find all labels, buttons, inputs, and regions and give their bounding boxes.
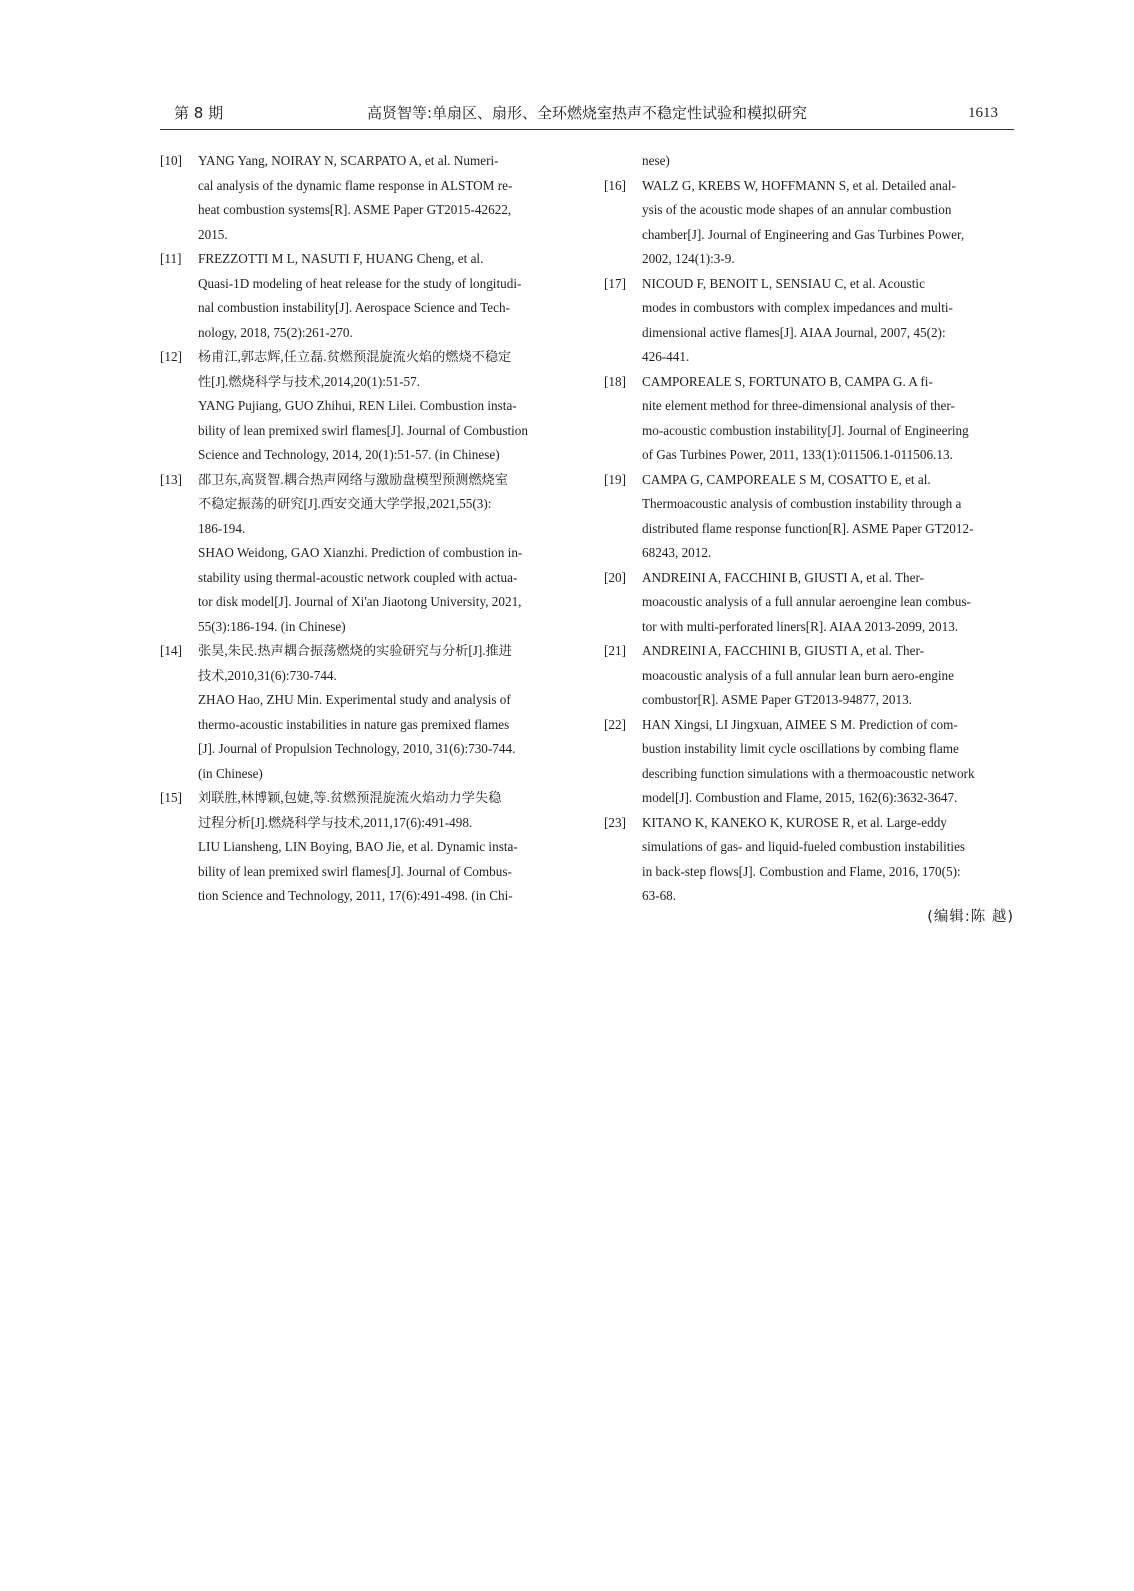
reference-text-line: KITANO K, KANEKO K, KUROSE R, et al. Large-eddy <box>642 814 947 830</box>
reference-text-line: modes in combustors with complex impedances and multi- <box>642 300 953 315</box>
reference-text-line: 55(3):186-194. (in Chinese) <box>198 618 346 634</box>
editor-note: (编辑:陈 越) <box>927 909 1014 925</box>
reference-text-line: describing function simulations with a thermoacoustic network <box>642 765 975 781</box>
reference-text-line: 邵卫东,高贤智.耦合热声网络与激励盘模型预测燃烧室 <box>198 471 508 487</box>
header-rule <box>160 129 1014 130</box>
running-header <box>160 103 1014 129</box>
reference-text-line: 不稳定振荡的研究[J].西安交通大学学报,2021,55(3): <box>198 496 492 511</box>
reference-entry <box>160 639 570 786</box>
reference-text-line: Quasi-1D modeling of heat release for the study of longitudi- <box>198 275 522 291</box>
reference-entry <box>160 247 570 345</box>
reference-text-line: tor disk model[J]. Journal of Xi'an Jiaotong University, 2021, <box>198 594 522 609</box>
reference-text-line: in back-step flows[J]. Combustion and Flame, 2016, 170(5): <box>642 863 961 879</box>
reference-text-line: tor with multi-perforated liners[R]. AIAA 2013-2099, 2013. <box>642 618 959 634</box>
reference-column-right <box>604 149 1014 909</box>
reference-text-line: model[J]. Combustion and Flame, 2015, 162(6):3632-3647. <box>642 790 958 805</box>
reference-text-line: ANDREINI A, FACCHINI B, GIUSTI A, et al. Ther- <box>642 643 925 658</box>
reference-text-line: 186-194. <box>198 520 246 536</box>
reference-text-line: 2002, 124(1):3-9. <box>642 251 735 266</box>
reference-text-line: combustor[R]. ASME Paper GT2013-94877, 2013. <box>642 692 912 707</box>
reference-text-line: ZHAO Hao, ZHU Min. Experimental study and analysis of <box>198 692 511 707</box>
reference-text-line: mo-acoustic combustion instability[J]. Journal of Engineering <box>642 422 969 438</box>
reference-number: [21] <box>604 643 626 658</box>
reference-text-line: Science and Technology, 2014, 20(1):51-57. (in Chinese) <box>198 447 500 462</box>
reference-text-line: 426-441. <box>642 349 690 364</box>
reference-entry <box>604 468 1014 566</box>
reference-number: [18] <box>604 373 626 389</box>
reference-text-line: chamber[J]. Journal of Engineering and Gas Turbines Power, <box>642 226 965 242</box>
reference-entry <box>160 468 570 640</box>
reference-text-line: [J]. Journal of Propulsion Technology, 2010, 31(6):730-744. <box>198 741 516 756</box>
reference-text-line: 68243, 2012. <box>642 545 712 560</box>
reference-entry <box>160 149 570 247</box>
reference-number: [16] <box>604 177 626 193</box>
reference-entry <box>604 639 1014 713</box>
reference-text-line: distributed flame response function[R]. ASME Paper GT2012- <box>642 520 974 536</box>
reference-text-line: FREZZOTTI M L, NASUTI F, HUANG Cheng, et al. <box>198 251 484 266</box>
reference-entry <box>604 370 1014 468</box>
reference-text-line: nal combustion instability[J]. Aerospace Science and Tech- <box>198 300 510 315</box>
reference-text-line: stability using thermal-acoustic network coupled with actua- <box>198 569 518 585</box>
reference-continuation <box>604 149 1014 174</box>
reference-text-line: 技术,2010,31(6):730-744. <box>198 667 337 683</box>
reference-entry <box>604 713 1014 811</box>
reference-entry <box>160 786 570 909</box>
running-title: 高贤智等:单扇区、扇形、全环燃烧室热声不稳定性试验和模拟研究 <box>366 104 808 122</box>
reference-text-line: 性[J].燃烧科学与技术,2014,20(1):51-57. <box>198 373 420 389</box>
reference-text-line: bustion instability limit cycle oscillations by combing flame <box>642 741 959 756</box>
reference-number: [15] <box>160 790 182 805</box>
reference-entry <box>604 566 1014 640</box>
reference-text-line: YANG Yang, NOIRAY N, SCARPATO A, et al. Numeri- <box>198 153 499 168</box>
reference-text-line: WALZ G, KREBS W, HOFFMANN S, et al. Detailed anal- <box>642 177 956 193</box>
reference-text-line: bility of lean premixed swirl flames[J]. Journal of Combustion <box>198 422 528 438</box>
reference-text-line: simulations of gas- and liquid-fueled combustion instabilities <box>642 839 966 854</box>
reference-text-line: 63-68. <box>642 888 677 903</box>
reference-number: [17] <box>604 275 626 291</box>
reference-text-line: 杨甫江,郭志辉,任立磊.贫燃预混旋流火焰的燃烧不稳定 <box>198 349 512 364</box>
reference-number: [20] <box>604 569 626 585</box>
reference-text-line: heat combustion systems[R]. ASME Paper GT2015-42622, <box>198 202 512 217</box>
reference-entry <box>604 811 1014 909</box>
reference-number: [13] <box>160 471 182 487</box>
reference-text-line: moacoustic analysis of a full annular lean burn aero-engine <box>642 667 954 683</box>
reference-number: [12] <box>160 349 182 364</box>
reference-text-line: CAMPOREALE S, FORTUNATO B, CAMPA G. A fi- <box>642 373 933 389</box>
reference-text-line: 过程分析[J].燃烧科学与技术,2011,17(6):491-498. <box>198 814 473 830</box>
reference-text-line: nite element method for three-dimensional analysis of ther- <box>642 398 955 413</box>
reference-text-line: CAMPA G, CAMPOREALE S M, COSATTO E, et al. <box>642 471 931 487</box>
reference-entry <box>604 174 1014 272</box>
reference-text-line: of Gas Turbines Power, 2011, 133(1):011506.1-011506.13. <box>642 447 953 462</box>
reference-text-line: 2015. <box>198 226 228 242</box>
reference-text-line: tion Science and Technology, 2011, 17(6):491-498. (in Chi- <box>198 888 513 903</box>
reference-column-left <box>160 149 570 909</box>
reference-text-line: LIU Liansheng, LIN Boying, BAO Jie, et al. Dynamic insta- <box>198 839 518 854</box>
reference-entry <box>160 345 570 468</box>
reference-text-line: nology, 2018, 75(2):261-270. <box>198 324 353 340</box>
reference-text-line: ysis of the acoustic mode shapes of an annular combustion <box>642 202 952 217</box>
reference-text-line: (in Chinese) <box>198 765 263 781</box>
reference-text-line: nese) <box>642 153 670 168</box>
reference-text-line: 张昊,朱民.热声耦合振荡燃烧的实验研究与分析[J].推进 <box>198 643 512 658</box>
reference-number: [19] <box>604 471 626 487</box>
reference-number: [10] <box>160 153 182 168</box>
reference-number: [11] <box>160 251 182 266</box>
reference-text-line: dimensional active flames[J]. AIAA Journal, 2007, 45(2): <box>642 324 946 340</box>
reference-text-line: SHAO Weidong, GAO Xianzhi. Prediction of combustion in- <box>198 545 523 560</box>
reference-text-line: ANDREINI A, FACCHINI B, GIUSTI A, et al. Ther- <box>642 569 925 585</box>
reference-text-line: bility of lean premixed swirl flames[J]. Journal of Combus- <box>198 863 512 879</box>
reference-text-line: Thermoacoustic analysis of combustion instability through a <box>642 496 962 511</box>
reference-text-line: 刘联胜,林博颖,包婕,等.贫燃预混旋流火焰动力学失稳 <box>198 790 502 805</box>
reference-text-line: HAN Xingsi, LI Jingxuan, AIMEE S M. Prediction of com- <box>642 716 958 732</box>
issue-number: 第 8 期 <box>174 104 224 122</box>
reference-text-line: NICOUD F, BENOIT L, SENSIAU C, et al. Acoustic <box>642 275 925 291</box>
reference-text-line: cal analysis of the dynamic flame response in ALSTOM re- <box>198 177 513 193</box>
reference-number: [14] <box>160 643 182 658</box>
reference-number: [23] <box>604 814 626 830</box>
reference-text-line: thermo-acoustic instabilities in nature gas premixed flames <box>198 716 510 732</box>
reference-entry <box>604 272 1014 370</box>
reference-text-line: YANG Pujiang, GUO Zhihui, REN Lilei. Combustion insta- <box>198 398 517 413</box>
reference-text-line: moacoustic analysis of a full annular aeroengine lean combus- <box>642 594 971 609</box>
page-number: 1613 <box>968 105 998 121</box>
reference-number: [22] <box>604 716 626 732</box>
